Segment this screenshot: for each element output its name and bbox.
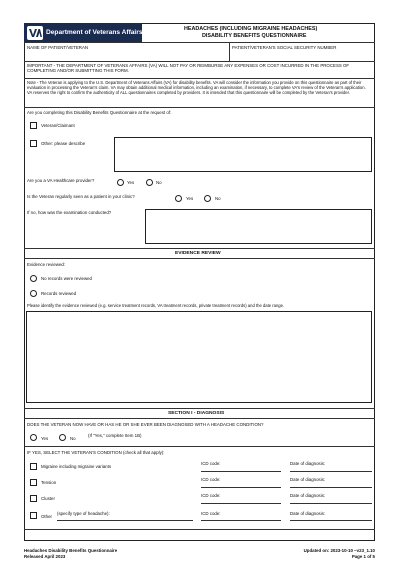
divider [24,61,375,62]
form-title-line2: DISABILITY BENEFITS QUESTIONNAIRE [202,33,307,39]
va-seal-icon [27,26,43,40]
exam-conducted-textarea[interactable] [145,209,372,244]
condition-select-prompt: IF YES, SELECT THE VETERAN'S CONDITION (check all that apply): [27,450,165,455]
seen-regularly-yes-label: Yes [186,196,194,201]
tension-date-input[interactable] [290,487,372,488]
seen-regularly-no-label: No [215,196,221,201]
other-headache-note: (specify type of headache): [57,511,110,516]
other-headache-type-input[interactable] [57,520,193,521]
cluster-icd-label: ICD code: [201,493,221,498]
diagnosis-no-radio[interactable] [59,434,66,441]
va-logo [24,23,142,42]
other-request-label: Other: please describe [41,141,86,146]
other-headache-checkbox[interactable] [30,512,37,519]
tension-icd-label: ICD code: [201,477,221,482]
ssn-input[interactable] [230,51,374,60]
request-question: Are you completing this Disability Benefits Questionnaire at the request of: [27,110,172,115]
diagnosis-section-header [24,408,375,419]
records-reviewed-label: Records reviewed [41,291,77,296]
migraine-icd-label: ICD code: [201,461,221,466]
migraine-date-input[interactable] [290,471,372,472]
tension-date-label: Date of diagnosis: [290,477,326,482]
seen-regularly-no-radio[interactable] [204,195,211,202]
tension-label: Tension [41,480,57,485]
evidence-section-header [24,248,375,259]
diagnosis-yes-note: (If "Yes," complete Item 1B) [88,433,142,438]
va-provider-question: Are you a VA Healthcare provider? [27,178,95,183]
seen-regularly-yes-radio[interactable] [175,195,182,202]
divider [24,78,375,79]
logo-text: Department of Veterans Affairs [46,28,143,36]
other-headache-label: Other [41,514,52,519]
cluster-label: Cluster [41,496,55,501]
evidence-reviewed-label: Evidence reviewed: [27,262,66,267]
va-provider-yes-radio[interactable] [117,179,124,186]
note-text: Note - The Veteran is applying to the U.S. Department of Veterans Affairs (VA) for disability benefits. VA will consider the information you provide on this questionnaire as part of their evaluation in processing the Veteran's claim. VA may obtain additional medical information, including an examination, if necessary, to complete VA's review of the Veteran's application. VA reserves the right to confirm the authenticity of ALL questionnaires completed by providers. It is intended that this questionnaire will be completed by the Veteran's provider. [27,80,366,96]
va-provider-no-radio[interactable] [146,179,153,186]
migraine-label: Migraine including migraine variants [41,464,112,469]
evidence-identify-prompt: Please identify the evidence reviewed (e.g. service treatment records, VA treatment records, private treatment records) and the date range. [27,303,285,308]
no-records-label: No records were reviewed [41,276,93,281]
diagnosis-yes-label: Yes [41,436,49,441]
va-provider-yes-label: Yes [127,180,135,185]
other-headache-icd-input[interactable] [201,520,281,521]
seen-regularly-question: Is the Veteran regularly seen as a patient in your clinic? [27,194,135,199]
tension-icd-input[interactable] [201,487,281,488]
footer-release-date: Released April 2023 [24,554,66,559]
exam-conducted-question: If no, how was the examination conducted? [27,210,112,215]
important-notice: IMPORTANT - THE DEPARTMENT OF VETERANS AFFAIRS (VA) WILL NOT PAY OR REIMBURSE ANY EXPENSES OR COST INCURRED IN THE PROCESS OF COMPLETING AND/OR SUBMITTING THIS FORM. [27,63,350,74]
records-reviewed-radio[interactable] [30,290,37,297]
no-records-radio[interactable] [30,275,37,282]
divider [24,42,375,43]
divider [24,446,375,447]
other-headache-icd-label: ICD code: [201,511,221,516]
migraine-checkbox[interactable] [30,463,37,470]
cluster-checkbox[interactable] [30,495,37,502]
tension-checkbox[interactable] [30,479,37,486]
other-request-checkbox[interactable] [30,140,37,147]
veteran-claimant-checkbox[interactable] [30,122,37,129]
evidence-textarea[interactable] [26,311,372,403]
footer-page-number: Page 1 of 5 [351,554,375,559]
veteran-claimant-label: Veteran/Claimant [41,123,75,128]
va-provider-no-label: No [156,180,162,185]
footer-updated: Updated on: 2023-10-10 ~v23_1.10 [303,548,375,553]
diagnosis-section-title: SECTION I - DIAGNOSIS [168,411,225,416]
migraine-icd-input[interactable] [201,471,281,472]
divider [24,107,375,108]
patient-name-label: NAME OF PATIENT/VETERAN [27,45,89,50]
patient-name-input[interactable] [25,51,228,60]
footer-form-name: Headaches Disability Benefits Questionnaire [24,548,118,553]
ssn-label: PATIENT/VETERAN'S SOCIAL SECURITY NUMBER [232,45,337,50]
diagnosis-yes-radio[interactable] [30,434,37,441]
other-headache-date-input[interactable] [290,520,372,521]
cluster-date-label: Date of diagnosis: [290,493,326,498]
diagnosis-question: DOES THE VETERAN NOW HAVE OR HAS HE OR SHE EVER BEEN DIAGNOSED WITH A HEADACHE CONDITION? [27,422,264,427]
other-headache-date-label: Date of diagnosis: [290,511,326,516]
other-request-textarea[interactable] [114,137,372,172]
divider [24,529,375,530]
cluster-icd-input[interactable] [201,503,281,504]
form-title-line1: HEADACHES (INCLUDING MIGRAINE HEADACHES) [184,26,318,32]
evidence-section-title: EVIDENCE REVIEW [175,251,221,256]
migraine-date-label: Date of diagnosis: [290,461,326,466]
diagnosis-no-label: No [70,436,76,441]
cluster-date-input[interactable] [290,503,372,504]
